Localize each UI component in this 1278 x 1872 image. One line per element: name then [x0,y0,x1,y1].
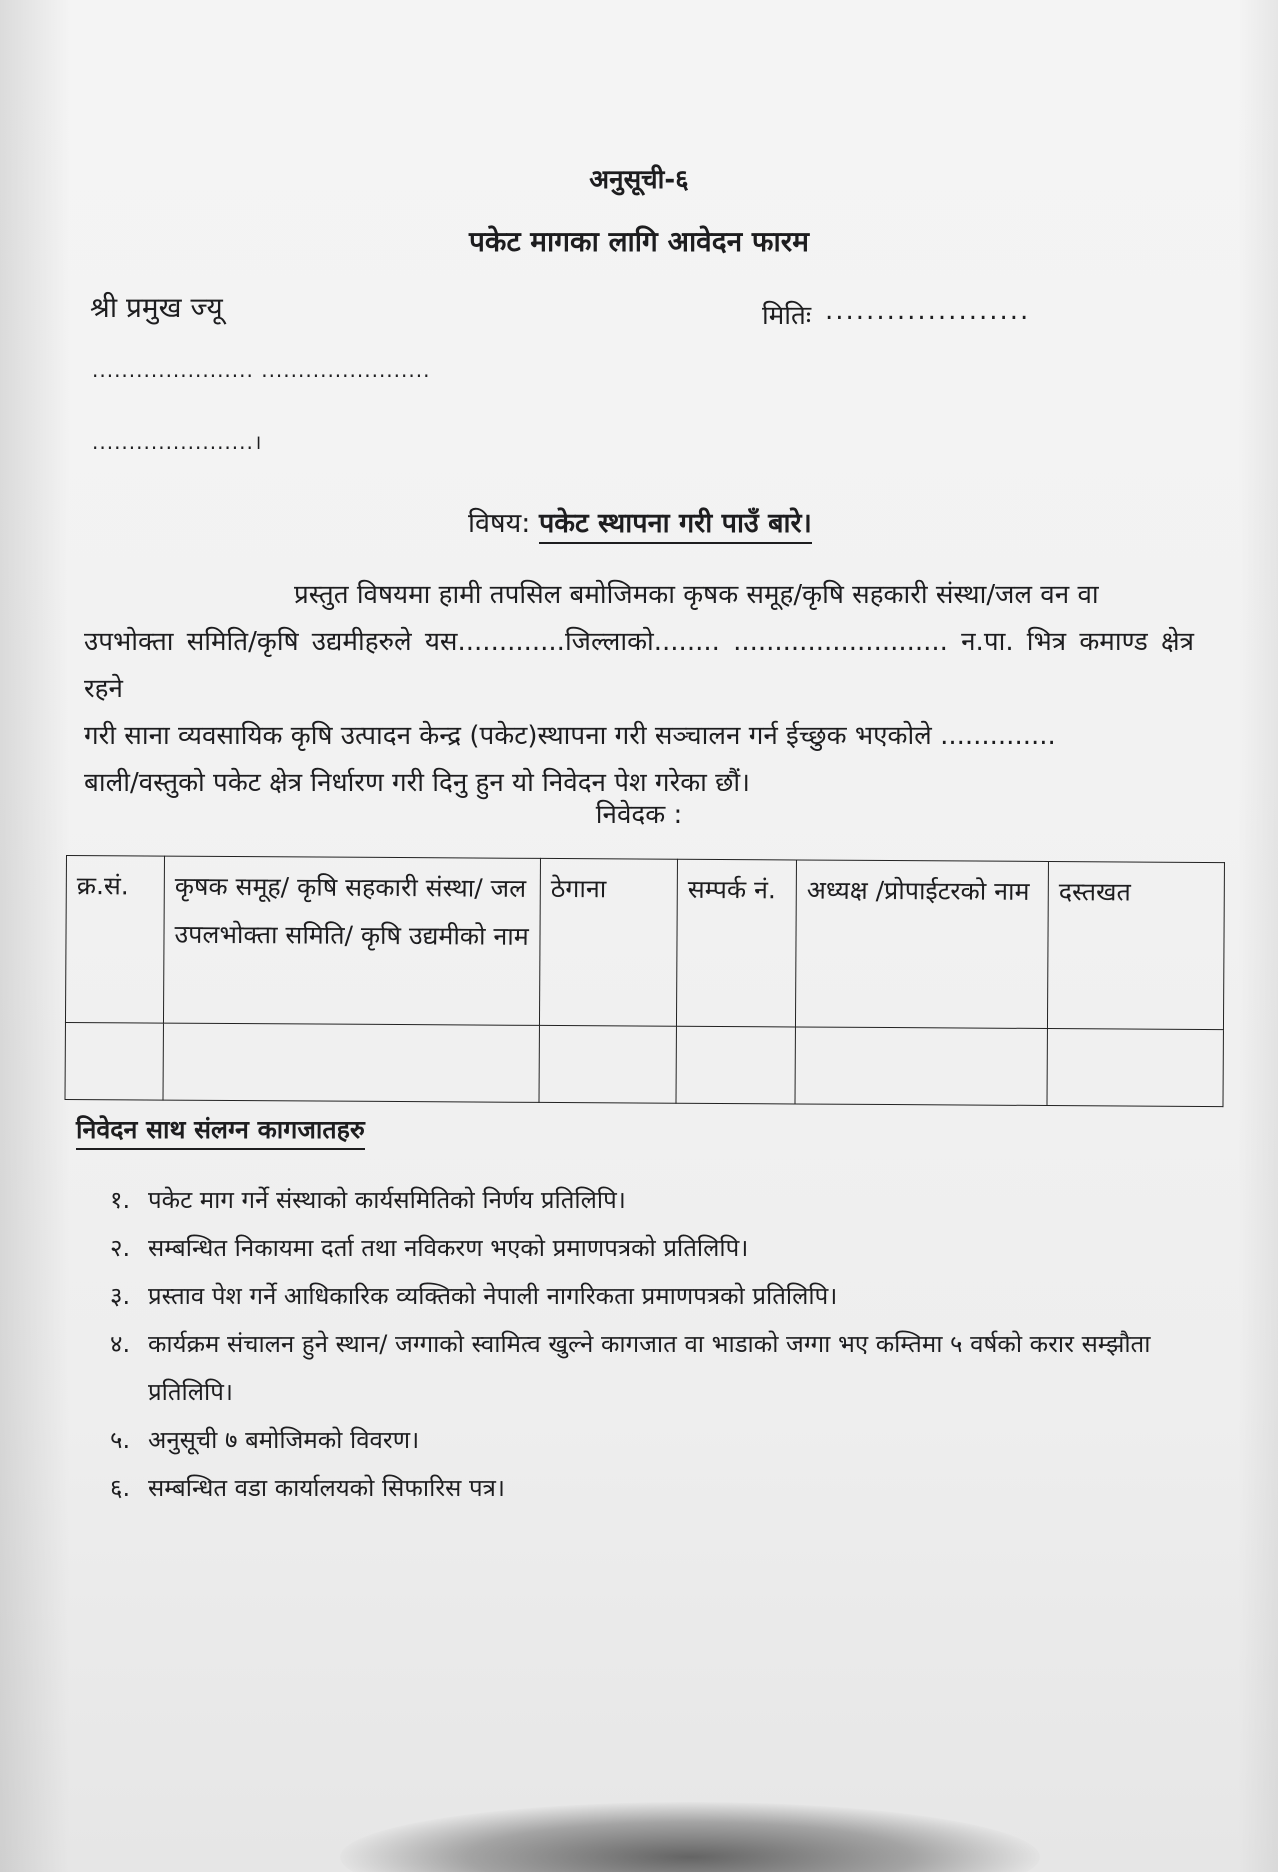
body-paragraph [84,572,1194,807]
body-line: उपभोक्ता समिति/कृषि उद्यमीहरुले यस.............जिल्लाको........ .......................... न.पा. भित्र कमाण्ड क्षेत्र रहने [84,627,1194,704]
list-item [110,1464,1220,1512]
body-line: बाली/वस्तुको पकेट क्षेत्र निर्धारण गरी दिनु हुन यो निवेदन पेश गरेका छौं। [84,768,750,798]
column-header-chairperson-name: अध्यक्ष /प्रोपाईटरको नाम [795,860,1048,1029]
table-cell-contact-number[interactable] [676,1026,795,1104]
column-header-contact-number: सम्पर्क नं. [676,859,796,1027]
applicant-table [65,855,1225,1107]
address-blank-line-2: ......................। [92,430,263,454]
page-shadow-right [1238,0,1278,1872]
table-row [65,1022,1223,1106]
table-cell-signature[interactable] [1047,1028,1223,1106]
list-item-number: १. [110,1186,131,1214]
table-header-row [65,856,1224,1030]
address-blank-line-1: ...................... ....................... [92,358,431,382]
list-item [110,1272,1220,1320]
list-item-text: कार्यक्रम संचालन हुने स्थान/ जग्गाको स्वामित्व खुल्ने कागजात वा भाडाको जग्गा भए कम्तिमा ५ वर्षको करार सम्झौता प्रतिलिपि। [148,1330,1151,1406]
subject-text: पकेट स्थापना गरी पाउँ बारे। [539,508,812,544]
applicant-label: निवेदक : [595,800,683,830]
list-item-number: २. [110,1234,131,1262]
date-label: मितिः [762,301,812,331]
table-cell-address[interactable] [539,1025,676,1103]
list-item-text: प्रस्ताव पेश गर्ने आधिकारिक व्यक्तिको नेपाली नागरिकता प्रमाणपत्रको प्रतिलिपि। [148,1282,838,1310]
attachments-title: निवेदन साथ संलग्न कागजातहरु [76,1112,365,1150]
column-header-signature: दस्तखत [1047,862,1224,1030]
list-item-text: सम्बन्धित निकायमा दर्ता तथा नविकरण भएको प्रमाणपत्रको प्रतिलिपि। [148,1234,749,1262]
column-header-organization-name: कृषक समूह/ कृषि सहकारी संस्था/ जल उपलभोक्ता समिति/ कृषि उद्यमीको नाम [163,856,540,1025]
subject-label: विषय: [468,508,531,539]
recipient-salutation: श्री प्रमुख ज्यू [90,291,223,324]
list-item [110,1320,1220,1416]
photo-shadow [340,1802,1040,1872]
list-item-number: ५. [110,1426,131,1454]
list-item-number: ४. [110,1330,131,1358]
applicant-table-wrapper [65,855,1224,1107]
list-item-number: ३. [110,1282,131,1310]
table-cell-organization-name[interactable] [163,1023,539,1102]
subject-line [468,503,812,540]
list-item [110,1224,1220,1272]
table-cell-chairperson-name[interactable] [795,1027,1047,1106]
body-line: प्रस्तुत विषयमा हामी तपसिल बमोजिमका कृषक समूह/कृषि सहकारी संस्था/जल वन वा [294,580,1099,610]
list-item-text: अनुसूची ७ बमोजिमको विवरण। [148,1426,420,1454]
form-title: पकेट मागका लागि आवेदन फारम [469,225,809,258]
list-item [110,1176,1220,1224]
list-item-number: ६. [110,1474,131,1502]
table-cell-serial[interactable] [65,1022,163,1100]
page-shadow-left [0,0,70,1872]
list-item [110,1416,1220,1464]
list-item-text: पकेट माग गर्ने संस्थाको कार्यसमितिको निर्णय प्रतिलिपि। [148,1186,626,1214]
list-item-text: सम्बन्धित वडा कार्यालयको सिफारिस पत्र। [148,1474,505,1502]
body-line: गरी साना व्यवसायिक कृषि उत्पादन केन्द्र (पकेट)स्थापना गरी सञ्चालन गर्न ईच्छुक भएकोले .............. [84,721,1056,751]
column-header-address: ठेगाना [539,858,677,1026]
attachments-list [110,1176,1220,1512]
date-blank: .................... [825,296,1031,326]
schedule-heading: अनुसूची-६ [589,165,689,195]
column-header-serial: क्र.सं. [65,856,164,1024]
